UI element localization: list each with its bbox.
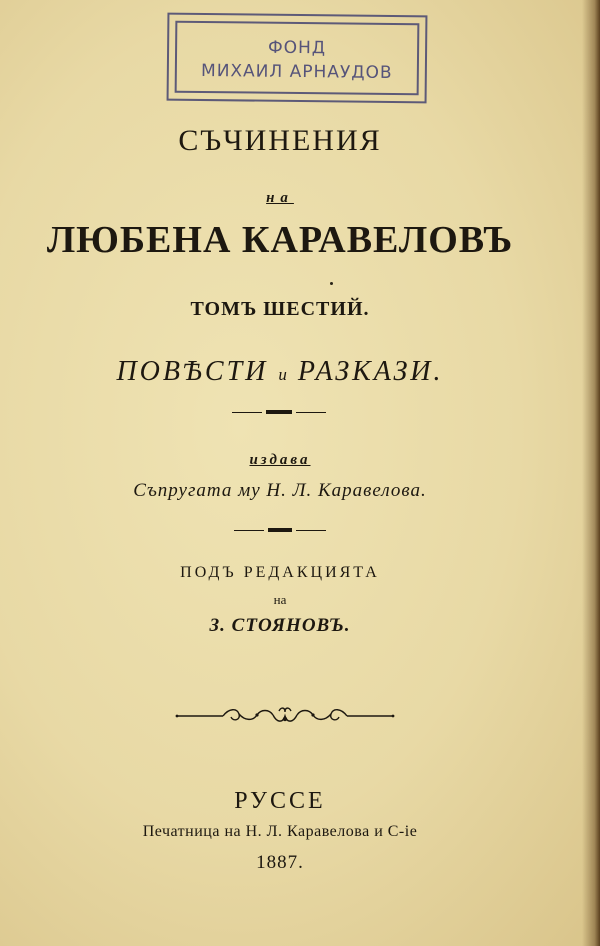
stamp-line-1: ФОНД <box>267 37 327 59</box>
preposition-na-upper: на <box>266 190 294 206</box>
book-binding-edge <box>582 0 600 946</box>
divider-thin-left <box>232 412 262 413</box>
stamp-line-2: МИХАИЛ АРНАУДОВ <box>200 60 393 84</box>
library-stamp <box>167 13 428 104</box>
subtitle-part-2: РАЗКАЗИ. <box>297 356 444 387</box>
subtitle-conjunction: и <box>278 365 288 384</box>
divider-thick <box>268 528 292 532</box>
subtitle-part-1: ПОВѢСТИ <box>116 356 269 387</box>
publisher-label: издава <box>249 452 311 468</box>
editor-name: З. СТОЯНОВЪ. <box>209 615 351 636</box>
volume-number: ТОМЪ ШЕСТИЙ. <box>190 298 370 320</box>
divider-thick <box>266 410 292 414</box>
publisher-name: Съпругата му Н. Л. Каравелова. <box>133 480 427 501</box>
preposition-na-lower: на <box>273 592 287 607</box>
divider-thin-right <box>296 412 326 413</box>
decorative-flourish-ornament <box>175 703 395 729</box>
divider-thin-right <box>296 530 326 531</box>
author-name: ЛЮБЕНА КАРАВЕЛОВЪ <box>46 219 514 261</box>
publication-city: РУССЕ <box>234 788 326 814</box>
volume-subtitle <box>0 356 560 388</box>
editorship-heading: ПОДЪ РЕДАКЦИЯТА <box>180 564 380 581</box>
printing-house: Печатница на Н. Л. Каравелова и С-іе <box>142 823 418 840</box>
book-title: СЪЧИНЕНИЯ <box>178 124 382 157</box>
divider-rule-1 <box>0 410 560 416</box>
divider-thin-left <box>234 530 264 531</box>
publication-year: 1887. <box>256 852 304 873</box>
divider-rule-2 <box>0 528 560 534</box>
ink-speck <box>330 282 333 285</box>
